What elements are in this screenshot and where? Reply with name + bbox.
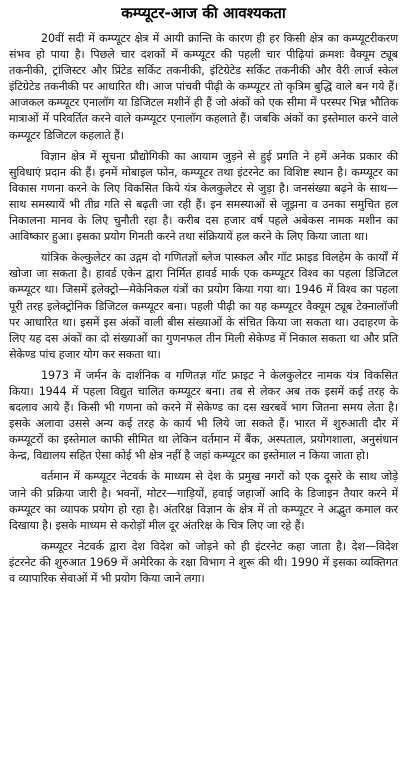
paragraph-1: 20वीं सदी में कम्प्यूटर क्षेत्र में आयी क्रान्ति के कारण ही हर किसी क्षेत्र का कम्प्यूटरीकरण संभव हो पाया है। पिछले चार दशकों में कम्प्यूटर की पहली चार पीढ़ियां क्रमशः वैक्यूम ट्यूब तकनीकी, ट्रांजिस्टर और प्रिंटेड सर्किट तकनीकी, इंटिग्रेटेड सर्किट तकनीकी और वैरी लार्ज स्केल इंटिग्रेटेड तकनीकी पर आधारित थी। आज पांचवी पीढ़ी के कम्प्यूटर तो कृत्रिम बुद्धि वाले बन गये हैं। आजकल कम्प्यूटर एनालॉग या डिजिटल मशीनें ही हैं जो अंकों को एक सीमा में परस्पर भिन्न भौतिक मात्राओं में परिवर्तित करने वाले कम्प्यूटर एनालॉग कहलाते हैं। जबकि अंकों का इस्तेमाल करने वाले कम्प्यूटर डिजिटल कहलाते हैं। [9,32,398,142]
paragraph-5: वर्तमान में कम्प्यूटर नेटवर्क के माध्यम से देश के प्रमुख नगरों को एक दूसरे के साथ जोड़े जाने की प्रक्रिया जारी है। भवनों, मोटर—गाड़ियों, हवाई जहाजों आदि के डिजाइन तैयार करने में कम्प्यूटर का व्यापक प्रयोग हो रहा है। अंतरिक्ष विज्ञान के क्षेत्र में तो कम्प्यूटर ने अद्भुत कमाल कर दिखाया है। इसके माध्यम से करोड़ों मील दूर अंतरिक्ष के चित्र लिए जा रहे हैं। [9,470,398,532]
paragraph-6: कम्प्यूटर नेटवर्क द्वारा देश विदेश को जोड़ने को ही इंटरनेट कहा जाता है। देश—विदेश इंटरनेट की शुरुआत 1969 में अमेरिका के रक्षा विभाग ने शुरू की थी। 1990 में इसका व्यक्तिगत व व्यापारिक सेवाओं में भी प्रयोग किया जाने लगा। [9,539,398,585]
paragraph-2: विज्ञान क्षेत्र में सूचना प्रौद्योगिकी का आयाम जुड़ने से हुई प्रगति ने हमें अनेक प्रकार की सुविधाएं प्रदान की हैं। इनमें मोबाइल फोन, कम्प्यूटर तथा इंटरनेट का विशिष्ट स्थान है। कम्प्यूटर का विकास गणना करने के लिए विकसित किये यंत्र केलकुलेटर से जुड़ा है। जनसंख्या बढ़ने के साथ—साथ समस्यायें भी तीव्र गति से बढ़ती जा रही हैं। इन समस्याओं से जूझना व उनका समुचित हल निकालना मानव के लिए चुनौती रहा है। करीब दस हजार वर्ष पहले अबेकस नामक मशीन का आविष्कार हुआ। इसका प्रयोग गिनती करने तथा संक्रियायें हल करने के लिए किया जाता था। [9,149,398,244]
essay-title: कम्प्यूटर-आज की आवश्यकता [121,4,286,22]
paragraph-3: यांत्रिक केल्कुलेटर का उद्गम दो गणितज्ञों ब्लेज पास्कल और गॉट फ्राइड विलहेम के कार्यों में खोजा जा सकता है। हावर्ड एकेन द्वारा निर्मित हावर्ड मार्क एक कम्प्यूटर विश्व का पहला डिजिटल कम्प्यूटर था। जिसमें इलेक्ट्रो—मेकेनिकल यंत्रों का प्रयोग किया गया था। 1946 में विश्व का पहला पूरी तरह इलेक्ट्रोनिक डिजिटल कम्प्यूटर बना। पहली पीढ़ी का यह कम्प्यूटर वैक्यूम ट्यूब टेक्नालॉजी पर आधारित था। इसमें इस अंकों वाली बीस संख्याओं के संचित किया जा सकता था। उदाहरण के लिए यह दस अंकों का दो संख्याओं का गुणनफल तीन मिली सेकेण्ड में निकाल सकता था और प्रति सेकेण्ड पांच हजार योग कर सकता था। [9,251,398,361]
paragraph-4: 1973 में जर्मन के दार्शनिक व गणितज्ञ गॉट फ्राइट ने केलकुलेटर नामक यंत्र विकसित किया। 1944 में पहला विद्युत चालित कम्प्यूटर बना। तब से लेकर अब तक इसमें कई तरह के बदलाव आये हैं। किसी भी गणना को करने में सेकेण्ड का दस खरबवें भाग जितना समय लेता है। इसके अलावा उससे अन्य कई तरह के कार्य भी लिये जा सकते हैं। भारत में शुरुआती दौर में कम्प्यूटरों का इस्तेमाल काफी सीमित था लेकिन वर्तमान में बैंक, अस्पताल, प्रयोगशाला, अनुसंधान केन्द्र, विद्यालय सहित ऐसा कोई भी क्षेत्र नहीं है जहां कम्प्यूटर का इस्तेमाल न किया जाता हो। [9,368,398,463]
